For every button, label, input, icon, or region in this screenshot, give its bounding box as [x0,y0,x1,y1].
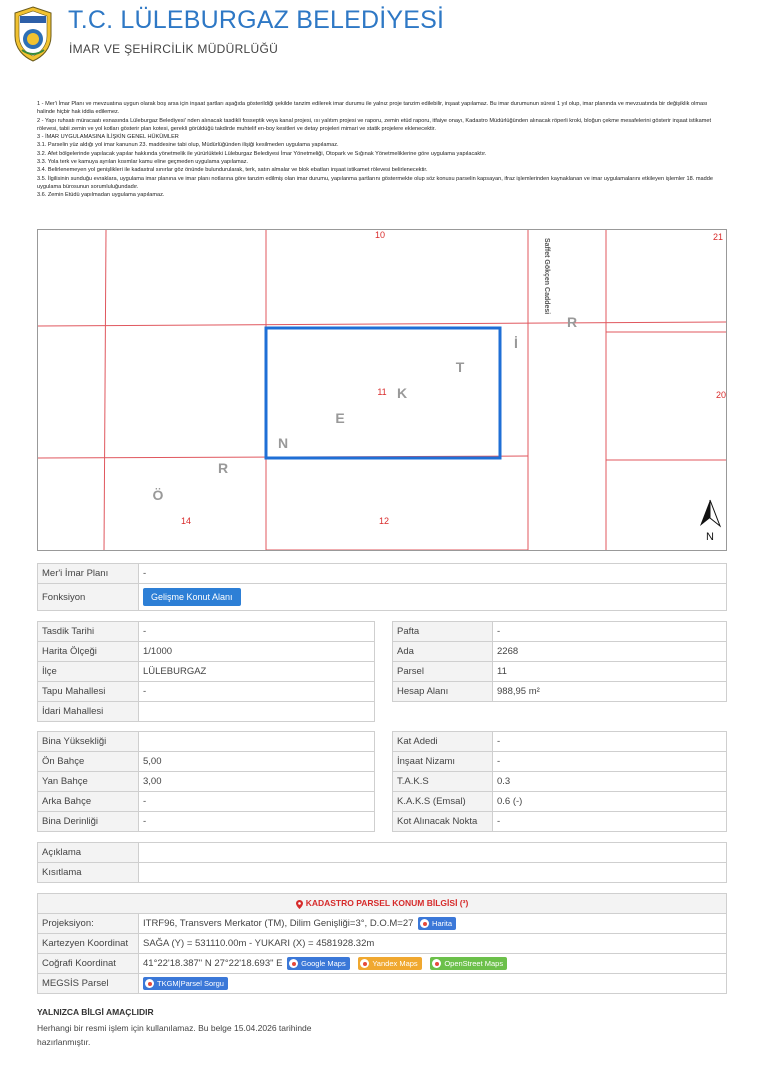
parcel-label: 10 [374,230,386,240]
info-label: İlçe [38,662,139,682]
build-label: Kot Alınacak Nokta [393,812,493,832]
fonksiyon-button[interactable]: Gelişme Konut Alanı [143,588,241,606]
zone-letter: İ [514,335,518,351]
info-value: - [139,622,375,642]
kadastro-value: SAĞA (Y) = 531110.00m - YUKARI (X) = 4581928.32m [139,934,727,954]
info-value: 1/1000 [139,642,375,662]
parcel-map-drawing [38,230,727,551]
info-value: - [493,622,727,642]
kadastro-heading [38,894,727,914]
info-label: Hesap Alanı [393,682,493,702]
table-row [38,974,727,994]
openstreet-maps-button[interactable] [430,957,507,970]
kadastro-label: Projeksiyon: [38,914,139,934]
table-row [393,622,727,642]
table-row [38,752,375,772]
kadastro-label: MEGSİS Parsel [38,974,139,994]
info-value: 2268 [493,642,727,662]
remark-value [139,843,727,863]
build-label: T.A.K.S [393,772,493,792]
table-row [38,894,727,914]
info-value: 988,95 m² [493,682,727,702]
build-value [139,732,375,752]
table-row [38,702,375,722]
table-row [393,752,727,772]
info-right-table [392,621,727,702]
table-row [38,914,727,934]
harita-button-label: Harita [432,919,453,928]
info-value: - [139,682,375,702]
info-value: LÜLEBURGAZ [139,662,375,682]
info-left-table [37,621,375,722]
north-label: N [706,531,714,543]
table-row [38,662,375,682]
map-pin-icon [420,919,429,928]
google-maps-button[interactable] [287,957,350,970]
map-pin-icon [432,959,441,968]
table-row [38,732,375,752]
build-label: Kat Adedi [393,732,493,752]
openstreet-maps-button-label: OpenStreet Maps [444,959,504,968]
table-row [38,622,375,642]
table-row [393,812,727,832]
footer-text: Herhangi bir resmi işlem için kullanılamaz. Bu belge 15.04.2026 tarihinde hazırlanmıştır. [37,1023,312,1047]
info-value [139,702,375,722]
build-value: - [139,812,375,832]
municipality-logo-icon [12,6,54,62]
parcel-label: 20 [715,390,727,400]
build-label: İnşaat Nizamı [393,752,493,772]
fonksiyon-label: Fonksiyon [38,584,139,611]
zone-letter: K [396,385,408,401]
info-label: Ada [393,642,493,662]
info-label: Parsel [393,662,493,682]
table-row [38,934,727,954]
map-pin-icon [289,959,298,968]
table-row [393,662,727,682]
kadastro-label: Kartezyen Koordinat [38,934,139,954]
info-label: Tapu Mahallesi [38,682,139,702]
note-item: 3 - İMAR UYGULAMASINA İLİŞKİN GENEL HÜKÜMLER [37,134,179,141]
note-item: 3.6. Zemin Etüdü yapılmadan uygulama yapılamaz. [37,192,165,199]
table-row [38,863,727,883]
table-row [393,772,727,792]
header [10,4,750,64]
remark-label: Kısıtlama [38,863,139,883]
remark-value [139,863,727,883]
table-row [38,682,375,702]
table-row [393,732,727,752]
build-value: 3,00 [139,772,375,792]
build-value: - [493,732,727,752]
build-label: Yan Bahçe [38,772,139,792]
yandex-maps-button-label: Yandex Maps [372,959,418,968]
build-label: K.A.K.S (Emsal) [393,792,493,812]
zone-letter: N [277,435,289,451]
tkgm-parsel-button[interactable] [143,977,228,990]
kadastro-heading-text: KADASTRO PARSEL KONUM BİLGİSİ (³) [305,898,469,909]
note-item: 3.3. Yola terk ve kamuya ayrılan kısımlar kamu eline geçmeden uygulama yapılamaz. [37,159,249,166]
build-value: 0.3 [493,772,727,792]
page-subtitle: İMAR VE ŞEHİRCİLİK MÜDÜRLÜĞÜ [69,42,279,56]
build-label: Bina Derinliği [38,812,139,832]
harita-button[interactable] [418,917,456,930]
build-value: 0.6 (-) [493,792,727,812]
build-value: - [493,812,727,832]
north-arrow-icon [700,500,720,543]
google-maps-button-label: Google Maps [301,959,346,968]
table-row [393,682,727,702]
zone-letter: E [335,410,345,426]
build-value: 5,00 [139,752,375,772]
build-right-table [392,731,727,832]
note-item: 3.4. Belirlenemeyen yol genişlikleri ile kadastral sınırlar göz önünde bulundurularak, terk, satın almalar ve blok ebatları inşaat istikamet rölevesi belirlenecektir. [37,167,428,174]
zone-letter: Ö [152,487,164,503]
kadastro-value: 41°22'18.387" N 27°22'18.693" E [143,958,283,970]
page-title: T.C. LÜLEBURGAZ BELEDİYESİ [68,6,445,34]
note-item: 3.2. Afet bölgelerinde yapılacak yapılar hakkında yönetmelik ile yürürlükteki Lüleburgaz Belediyesi İmar Yönetmeliği, Otopark ve Sığınak Yönetmeliklerine göre uygulama yapılacaktır. [37,150,487,157]
kadastro-value: ITRF96, Transvers Merkator (TM), Dilim Genişliği=3°, D.O.M=27 [143,918,414,930]
parcel-label: 12 [378,516,390,526]
build-left-table [37,731,375,832]
kadastro-table [37,893,727,994]
info-label: Pafta [393,622,493,642]
table-row [38,954,727,974]
location-pin-icon [296,900,303,909]
build-value: - [493,752,727,772]
street-label: Saffet Gökçen Caddesi [543,238,550,315]
zone-letter: T [455,359,465,375]
yandex-maps-button[interactable] [358,957,421,970]
table-row [38,843,727,863]
kadastro-label: Coğrafi Koordinat [38,954,139,974]
info-value: 11 [493,662,727,682]
zone-letter: R [566,314,578,330]
info-label: İdari Mahallesi [38,702,139,722]
table-row [38,564,727,584]
notes-section [37,100,727,200]
zone-letter: R [217,460,229,476]
table-row [38,642,375,662]
table-row [38,792,375,812]
table-row [38,584,727,611]
note-item: 1 - Mer'i İmar Planı ve mevzuatına uygun olarak boş arsa için inşaat şartları aşağıda gösterildiği şekilde tanzim edilerek imar durumu ile yalnız proje tanzim edilebilir, inşaat yapılamaz. Bu imar durumunun süresi 1 yıl olup, imar planında ve mevzuatında bir değişiklik olması halinde hiçbir hak iddia edilemez. [37,101,708,116]
parcel-map[interactable] [37,229,727,551]
parcel-label: 11 [377,387,387,397]
note-item: 2 - Yapı ruhsatı müracaatı esnasında Lüleburgaz Belediyesi' nden alınacak tasdikli fosseptik veya kanal projesi, ısı yalıtım projesi ve raporu, zemin etüd raporu, itfaiye onayı, Kadastro Müdürlüğünden alınacak röperli kroki, bloğun çekme mesafelerini gösterir inşaat istikamet rölevesi, tabii zemin ve yol kotları gösterir plan kotesi, gerekli görüldüğü takdirde muhtelif en-boy kesitleri ve detay projeleri mimari ve statik projelere eklenecektir. [37,117,712,132]
plan-table [37,563,727,611]
meri-plan-value: - [139,564,727,584]
info-label: Harita Ölçeği [38,642,139,662]
tkgm-parsel-button-label: TKGM|Parsel Sorgu [157,979,224,988]
table-row [38,772,375,792]
meri-plan-label: Mer'i İmar Planı [38,564,139,584]
build-label: Bina Yüksekliği [38,732,139,752]
table-row [38,812,375,832]
parcel-label: 14 [180,516,192,526]
build-label: Ön Bahçe [38,752,139,772]
remarks-table [37,842,727,883]
parcel-label: 21 [712,232,724,242]
table-row [393,642,727,662]
note-item: 3.1. Parselin yüz aldığı yol imar kanunun 23. maddesine tabi olup, Müdürlüğünden ilişiği kesilmeden uygulama yapılamaz. [37,142,339,149]
map-pin-icon [360,959,369,968]
map-pin-icon [145,979,154,988]
info-label: Tasdik Tarihi [38,622,139,642]
remark-label: Açıklama [38,843,139,863]
table-row [393,792,727,812]
note-item: 3.5. İlgilisinin sunduğu evraklara, uygulama imar planına ve imar planı notlarına göre tanzim edilmiş olan imar durumu, yapılanma şartlarını göstermekte olup söz konusu parselin kapsayan, ifraz işlemlerinden kaynaklanan ve imar uygulamalarını etkileyen işlemler 18. madde uygulama bürosunun sorumluluğundadır. [37,175,713,190]
build-value: - [139,792,375,812]
footer-title: YALNIZCA BİLGİ AMAÇLIDIR [37,1007,154,1017]
build-label: Arka Bahçe [38,792,139,812]
